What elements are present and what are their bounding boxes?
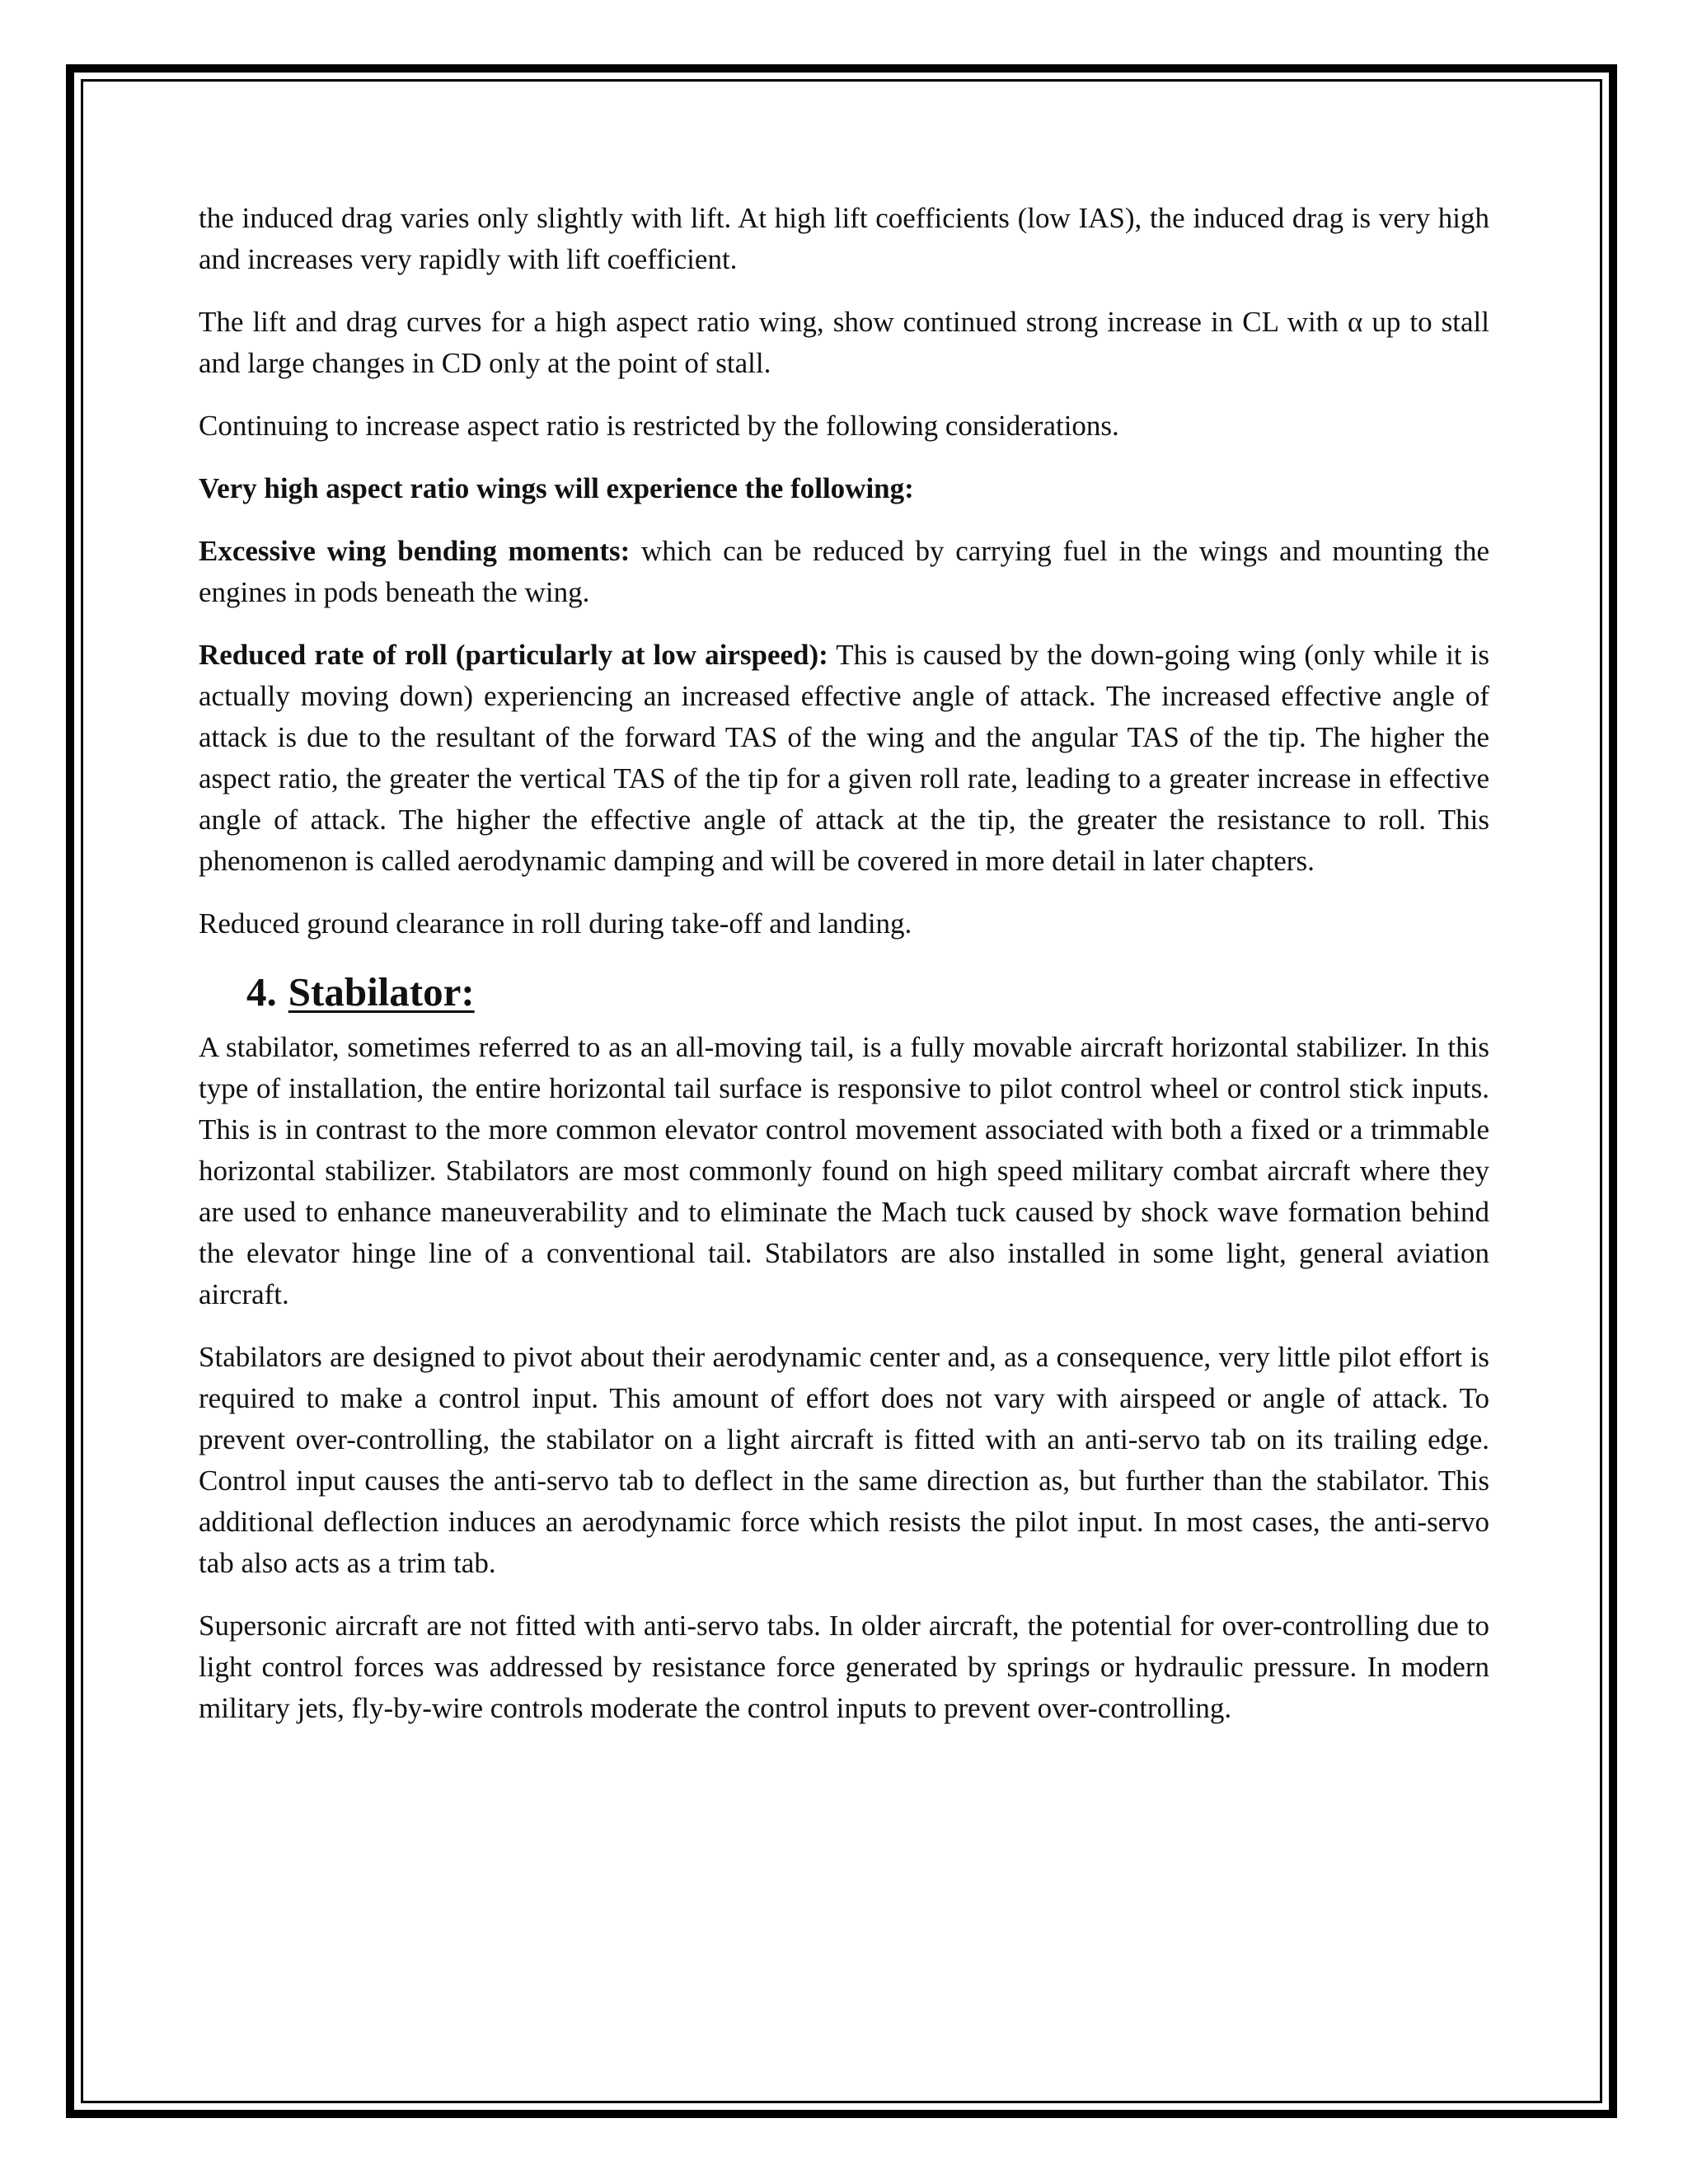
stabilator-paragraph-supersonic: Supersonic aircraft are not fitted with anti-servo tabs. In older aircraft, the potential for over-controlling due to light control forces was addressed by resistance force generated by springs or hydraulic pressure. In modern military jets, fly-by-wire controls moderate the control inputs to prevent over-controlling. <box>199 1610 1489 1724</box>
section-heading-stabilator <box>246 966 1489 1019</box>
item-wing-bending-term: Excessive wing bending moments: <box>199 535 631 567</box>
stabilator-paragraph-design: Stabilators are designed to pivot about their aerodynamic center and, as a consequence, very little pilot effort is required to make a control input. This amount of effort does not vary with airspeed or angle of attack. To prevent over-controlling, the stabilator on a light aircraft is fitted with an anti-servo tab on its trailing edge. Control input causes the anti-servo tab to deflect in the same direction as, but further than the stabilator. This additional deflection induces an aerodynamic force which resists the pilot input. In most cases, the anti-servo tab also acts as a trim tab. <box>199 1341 1489 1579</box>
paragraph-lift-drag-curves: The lift and drag curves for a high aspect ratio wing, show continued strong increase in CL with α up to stall and large changes in CD only at the point of stall. <box>199 306 1489 379</box>
stabilator-paragraph-definition: A stabilator, sometimes referred to as an all-moving tail, is a fully movable aircraft horizontal stabilizer. In this type of installation, the entire horizontal tail surface is responsive to pilot control wheel or control stick inputs. This is in contrast to the more common elevator control movement associated with both a fixed or a trimmable horizontal stabilizer. Stabilators are most commonly found on high speed military combat aircraft where they are used to enhance maneuverability and to eliminate the Mach tuck caused by shock wave formation behind the elevator hinge line of a conventional tail. Stabilators are also installed in some light, general aviation aircraft. <box>199 1031 1489 1310</box>
document-body <box>199 198 1489 1729</box>
item-wing-bending <box>199 531 1489 613</box>
paragraph-induced-drag: the induced drag varies only slightly with lift. At high lift coefficients (low IAS), the induced drag is very high and increases very rapidly with lift coefficient. <box>199 202 1489 275</box>
item-roll-rate <box>199 635 1489 882</box>
list-heading <box>199 468 1489 509</box>
paragraph-aspect-ratio-limits: Continuing to increase aspect ratio is restricted by the following considerations. <box>199 410 1119 442</box>
section-title: Stabilator: <box>288 969 475 1015</box>
section-number: 4. <box>246 969 277 1015</box>
item-roll-rate-text: This is caused by the down-going wing (only while it is actually moving down) experiencing an increased effective angle of attack. The increased effective angle of attack is due to the resultant of the forward TAS of the wing and the angular TAS of the tip. The higher the aspect ratio, the greater the vertical TAS of the tip for a given roll rate, leading to a greater increase in effective angle of attack. The higher the effective angle of attack at the tip, the greater the resistance to roll. This phenomenon is called aerodynamic damping and will be covered in more detail in later chapters. <box>199 639 1489 877</box>
list-heading-text: Very high aspect ratio wings will experience the following: <box>199 472 914 504</box>
item-ground-clearance: Reduced ground clearance in roll during take-off and landing. <box>199 907 912 940</box>
item-wing-bending-text: which can be reduced by carrying fuel in the wings and mounting the engines in pods beneath the wing. <box>199 535 1489 608</box>
item-roll-rate-term: Reduced rate of roll (particularly at low airspeed): <box>199 639 828 671</box>
